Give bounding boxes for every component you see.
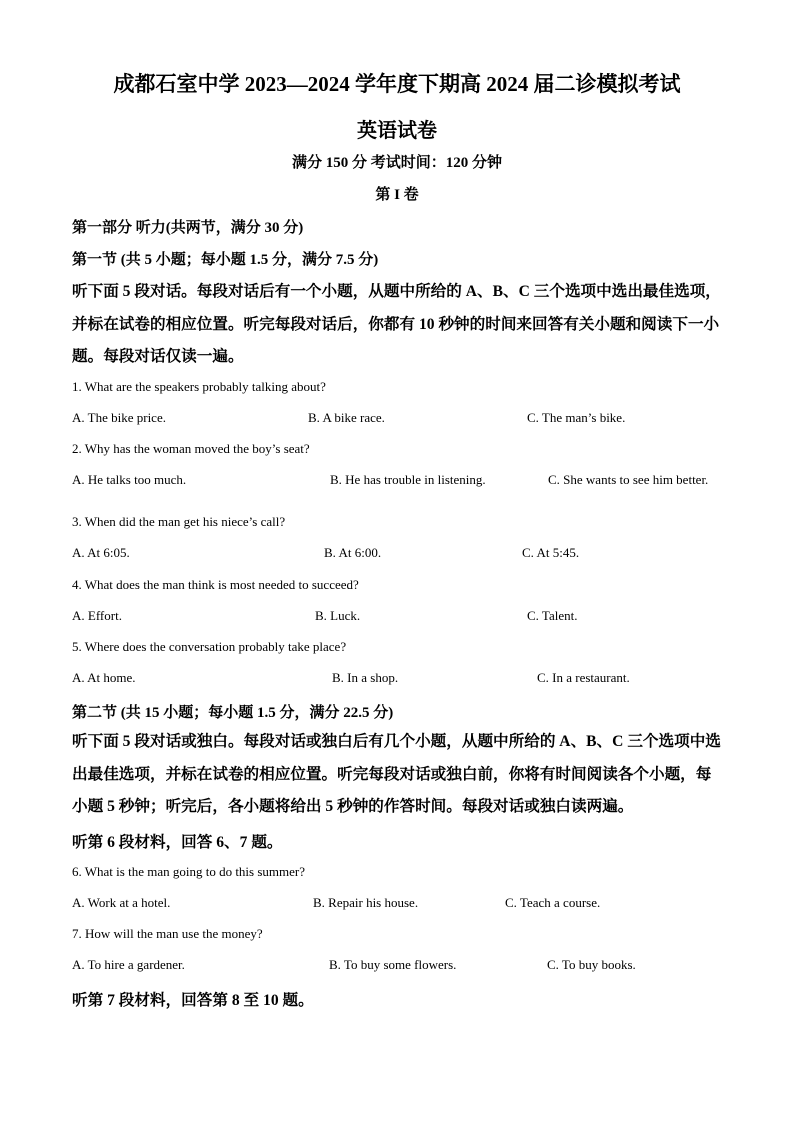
material-6-label: 听第 6 段材料，回答 6、7 题。	[72, 834, 283, 851]
question-4-stem: 4. What does the man think is most needed to succeed?	[72, 577, 359, 592]
question-7-option-c: C. To buy books.	[547, 957, 636, 972]
section1-heading: 第一节 (共 5 小题；每小题 1.5 分，满分 7.5 分)	[72, 252, 379, 268]
question-2-option-b: B. He has trouble in listening.	[330, 472, 486, 487]
question-2-option-c: C. She wants to see him better.	[548, 472, 709, 487]
question-7-option-b: B. To buy some flowers.	[329, 957, 457, 972]
question-4-option-a: A. Effort.	[72, 608, 122, 623]
part1-heading: 第一部分 听力(共两节，满分 30 分)	[72, 220, 304, 236]
question-5-option-a: A. At home.	[72, 670, 136, 685]
section2-heading: 第二节 (共 15 小题；每小题 1.5 分，满分 22.5 分)	[72, 705, 394, 721]
question-2-stem: 2. Why has the woman moved the boy’s seat?	[72, 441, 310, 456]
section1-instruction: 听下面 5 段对话。每段对话后有一个小题，从题中所给的 A、B、C 三个选项中选出最佳选项，并标在试卷的相应位置。听完每段对话后，你都有 10 秒钟的时间来回答有关小题和阅读下一小题。每段对话仅读一遍。	[72, 283, 721, 365]
question-1-option-c: C. The man’s bike.	[527, 410, 626, 425]
subject-title: 英语试卷	[357, 120, 437, 142]
section2-instruction: 听下面 5 段对话或独白。每段对话或独白后有几个小题，从题中所给的 A、B、C 三个选项中选出最佳选项，并标在试卷的相应位置。听完每段对话或独白前，你将有时间阅读各个小题，每小题 5 秒钟；听完后，各小题将给出 5 秒钟的作答时间。每段对话或独白读两遍。	[72, 733, 721, 815]
exam-title: 成都石室中学 2023—2024 学年度下期高 2024 届二诊模拟考试	[113, 72, 681, 96]
question-5-option-b: B. In a shop.	[332, 670, 399, 685]
question-6-option-c: C. Teach a course.	[505, 895, 601, 910]
question-3-option-b: B. At 6:00.	[324, 545, 382, 560]
question-1-option-a: A. The bike price.	[72, 410, 166, 425]
question-3-stem: 3. When did the man get his niece’s call?	[72, 514, 286, 529]
question-4-option-b: B. Luck.	[315, 608, 361, 623]
question-4-option-c: C. Talent.	[527, 608, 578, 623]
question-7-stem: 7. How will the man use the money?	[72, 926, 263, 941]
question-5-option-c: C. In a restaurant.	[537, 670, 630, 685]
question-2-option-a: A. He talks too much.	[72, 472, 187, 487]
volume-label: 第 I 卷	[375, 187, 419, 203]
question-5-stem: 5. Where does the conversation probably take place?	[72, 639, 347, 654]
question-3-option-c: C. At 5:45.	[522, 545, 580, 560]
score-time-line: 满分 150 分 考试时间：120 分钟	[291, 155, 502, 171]
question-6-stem: 6. What is the man going to do this summer?	[72, 864, 306, 879]
question-1-stem: 1. What are the speakers probably talking about?	[72, 379, 326, 394]
question-3-option-a: A. At 6:05.	[72, 545, 130, 560]
question-6-option-a: A. Work at a hotel.	[72, 895, 171, 910]
question-7-option-a: A. To hire a gardener.	[72, 957, 185, 972]
question-6-option-b: B. Repair his house.	[313, 895, 419, 910]
material-7-label: 听第 7 段材料，回答第 8 至 10 题。	[72, 992, 314, 1009]
question-1-option-b: B. A bike race.	[308, 410, 385, 425]
